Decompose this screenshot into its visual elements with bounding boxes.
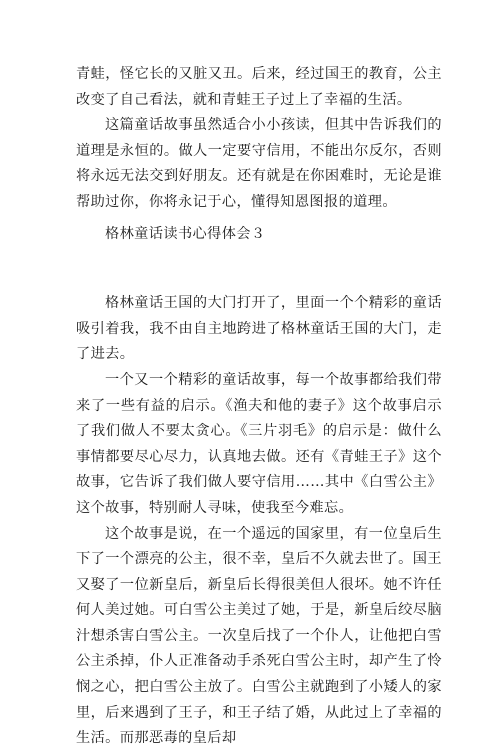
paragraph-snow-white: 这个故事是说，在一个遥远的国家里，有一位皇后生下了一个漂亮的公主，很不幸，皇后不久就去世了。国王又娶了一位新皇后，新皇后长得很美但人很坏。她不许任何人美过她。可白雪公主美过了她，于是，新皇后绞尽脑汁想杀害白雪公主。一次皇后找了一个仆人，让他把白雪公主杀掉，仆人正准备动手杀死白雪公主时，却产生了怜悯之心，把白雪公主放了。白雪公主就跑到了小矮人的家里，后来遇到了王子，和王子结了婚，从此过上了幸福的生活。而那恶毒的皇后却 [76,525,442,747]
paragraph-moral: 这篇童话故事虽然适合小小孩读，但其中告诉我们的道理是永恒的。做人一定要守信用，不能出尔反尔，否则将永远无法交到好朋友。还有就是在你困难时，无论是谁帮助过你，你将永记于心，懂得知恩图报的道理。 [76,117,442,210]
section-title: 格林童话读书心得体会３ [105,225,266,242]
paragraph-intro: 格林童话王国的大门打开了，里面一个个精彩的童话吸引着我，我不由自主地跨进了格林童话王国的大门，走了进去。 [76,295,442,363]
paragraph-stories: 一个又一个精彩的童话故事，每一个故事都给我们带来了一些有益的启示。《渔夫和他的妻子》这个故事启示了我们做人不要太贪心。《三片羽毛》的启示是：做什么事情都要尽心尽力，认真地去做。还有《青蛙王子》这个故事，它告诉了我们做人要守信用……其中《白雪公主》这个故事，特别耐人寻味，使我至今难忘。 [76,371,442,516]
section-gap [76,247,442,291]
paragraph-continuation: 青蛙，怪它长的又脏又丑。后来，经过国王的教育，公主改变了自己看法，就和青蛙王子过上了幸福的生活。 [76,66,442,108]
